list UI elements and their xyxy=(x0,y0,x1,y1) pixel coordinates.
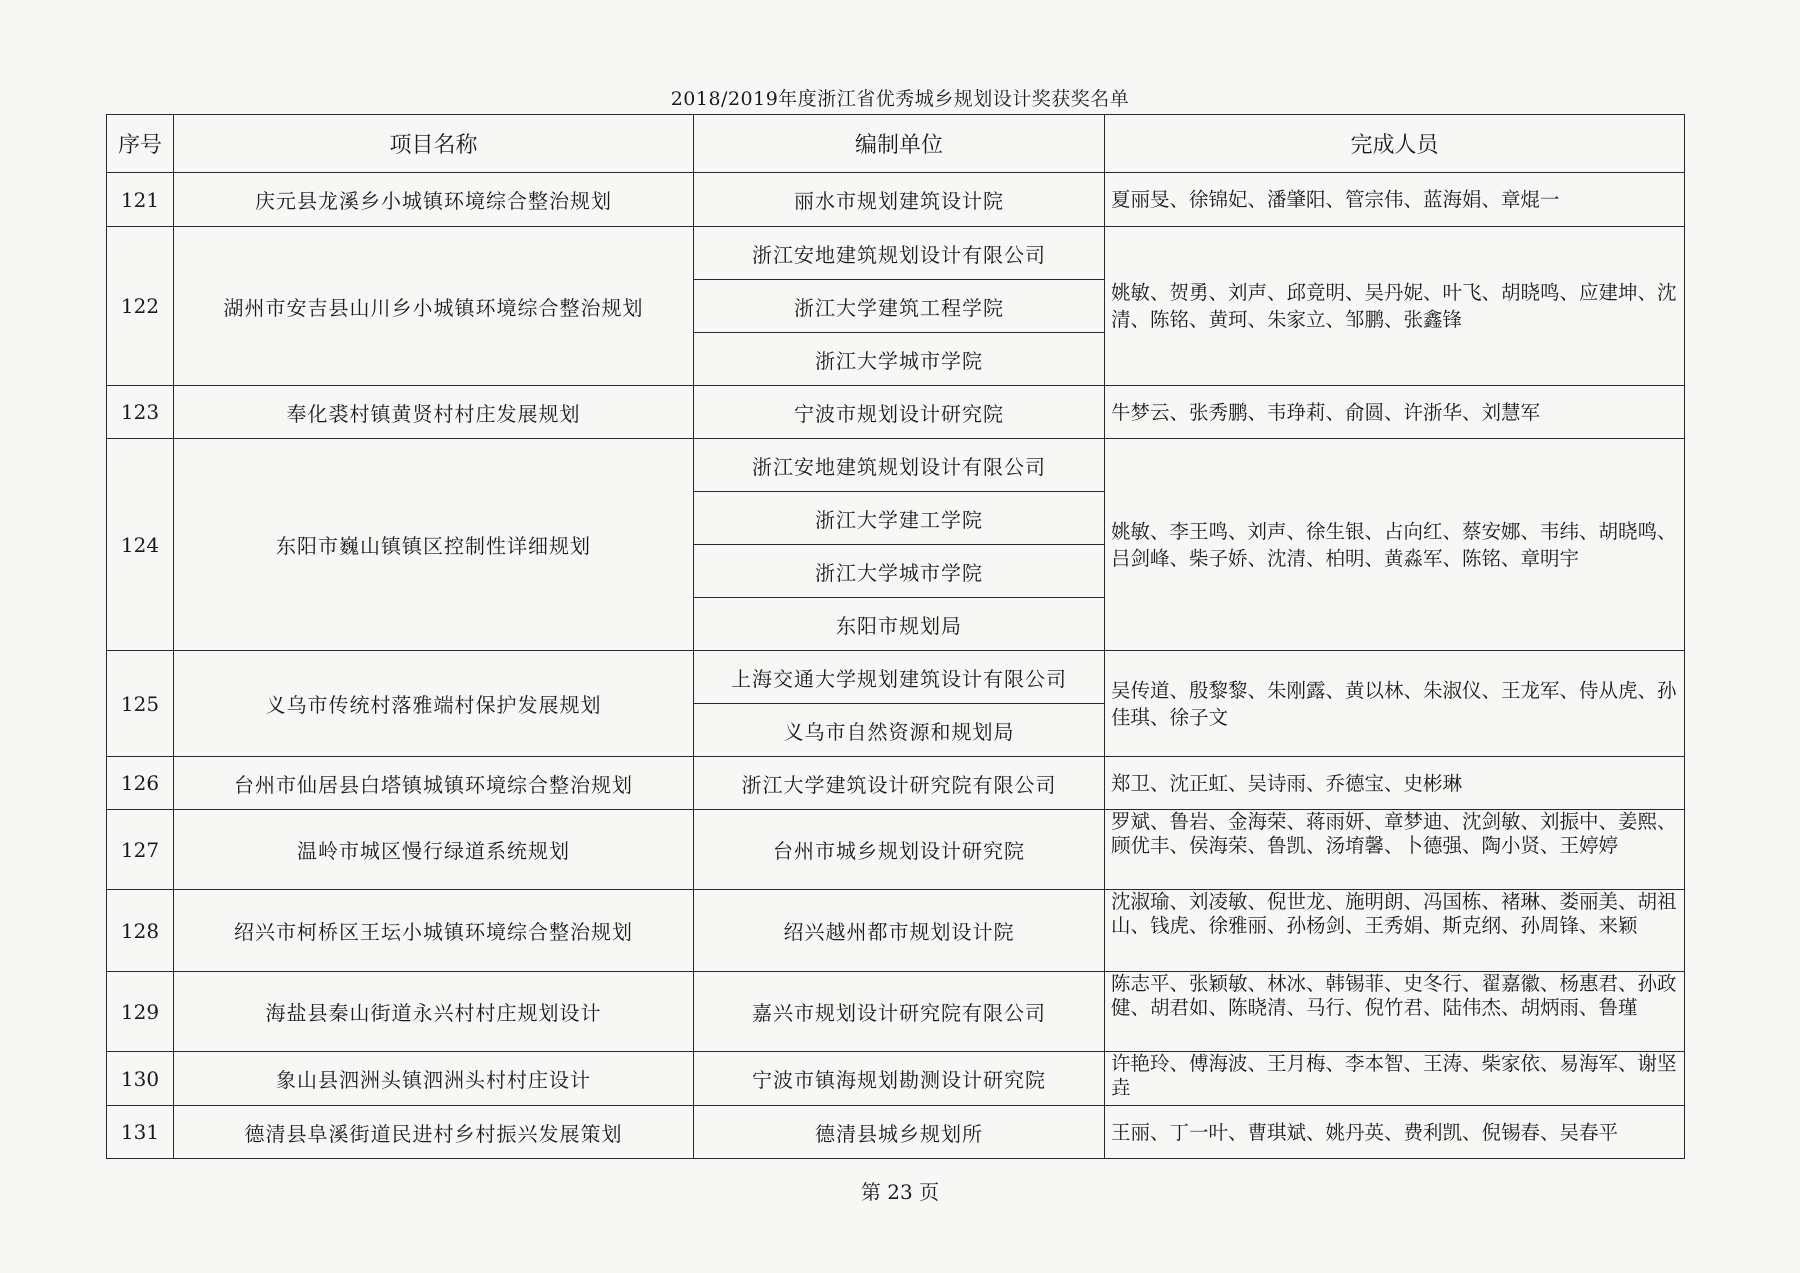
row-no: 126 xyxy=(107,757,174,810)
header-no: 序号 xyxy=(107,115,174,173)
table-row xyxy=(107,227,1685,280)
row-people: 姚敏、李王鸣、刘声、徐生银、占向红、蔡安娜、韦纬、胡晓鸣、吕剑峰、柴子娇、沈清、柏明、黄淼军、陈铭、章明宇 xyxy=(1105,439,1685,651)
row-org: 宁波市规划设计研究院 xyxy=(694,386,1105,439)
row-project: 海盐县秦山街道永兴村村庄规划设计 xyxy=(174,972,694,1052)
row-project: 奉化裘村镇黄贤村村庄发展规划 xyxy=(174,386,694,439)
table-row xyxy=(107,386,1685,439)
table-row xyxy=(107,1052,1685,1106)
row-people: 罗斌、鲁岩、金海荣、蒋雨妍、章梦迪、沈剑敏、刘振中、姜熙、顾优丰、侯海荣、鲁凯、汤堉馨、卜德强、陶小贤、王婷婷 xyxy=(1105,810,1685,890)
row-org: 浙江大学城市学院 xyxy=(694,333,1105,386)
row-people: 吴传道、殷黎黎、朱刚露、黄以林、朱淑仪、王龙军、侍从虎、孙佳琪、徐子文 xyxy=(1105,651,1685,757)
row-project: 湖州市安吉县山川乡小城镇环境综合整治规划 xyxy=(174,227,694,386)
row-no: 125 xyxy=(107,651,174,757)
table-row xyxy=(107,439,1685,492)
row-no: 130 xyxy=(107,1052,174,1106)
row-project: 东阳市巍山镇镇区控制性详细规划 xyxy=(174,439,694,651)
document-title: 2018/2019年度浙江省优秀城乡规划设计奖获奖名单 xyxy=(670,88,1130,110)
row-org: 台州市城乡规划设计研究院 xyxy=(694,810,1105,890)
row-org: 浙江安地建筑规划设计有限公司 xyxy=(694,227,1105,280)
table-row xyxy=(107,810,1685,890)
row-org: 宁波市镇海规划勘测设计研究院 xyxy=(694,1052,1105,1106)
row-project: 义乌市传统村落雅端村保护发展规划 xyxy=(174,651,694,757)
table-row xyxy=(107,890,1685,972)
row-project: 庆元县龙溪乡小城镇环境综合整治规划 xyxy=(174,173,694,227)
row-org: 浙江大学建工学院 xyxy=(694,492,1105,545)
row-org: 丽水市规划建筑设计院 xyxy=(694,173,1105,227)
row-no: 131 xyxy=(107,1106,174,1159)
table-row xyxy=(107,757,1685,810)
row-project: 德清县阜溪街道民进村乡村振兴发展策划 xyxy=(174,1106,694,1159)
row-org: 浙江大学建筑设计研究院有限公司 xyxy=(694,757,1105,810)
row-no: 123 xyxy=(107,386,174,439)
row-project: 温岭市城区慢行绿道系统规划 xyxy=(174,810,694,890)
row-org: 浙江大学建筑工程学院 xyxy=(694,280,1105,333)
row-org: 义乌市自然资源和规划局 xyxy=(694,704,1105,757)
row-project: 象山县泗洲头镇泗洲头村村庄设计 xyxy=(174,1052,694,1106)
row-people: 姚敏、贺勇、刘声、邱竟明、吴丹妮、叶飞、胡晓鸣、应建坤、沈清、陈铭、黄珂、朱家立、邹鹏、张鑫锋 xyxy=(1105,227,1685,386)
row-people: 夏丽旻、徐锦妃、潘肇阳、管宗伟、蓝海娟、章焜一 xyxy=(1105,173,1685,227)
row-no: 129 xyxy=(107,972,174,1052)
header-org: 编制单位 xyxy=(694,115,1105,173)
row-org: 浙江安地建筑规划设计有限公司 xyxy=(694,439,1105,492)
awards-table xyxy=(106,114,1685,1159)
table-row xyxy=(107,651,1685,704)
table-row xyxy=(107,1106,1685,1159)
table-row xyxy=(107,972,1685,1052)
row-no: 128 xyxy=(107,890,174,972)
table-row xyxy=(107,173,1685,227)
row-no: 122 xyxy=(107,227,174,386)
row-org: 嘉兴市规划设计研究院有限公司 xyxy=(694,972,1105,1052)
row-people: 许艳玲、傅海波、王月梅、李本智、王涛、柴家依、易海军、谢坚垚 xyxy=(1105,1052,1685,1106)
row-people: 牛梦云、张秀鹏、韦琤莉、俞圆、许浙华、刘慧军 xyxy=(1105,386,1685,439)
table-header-row xyxy=(107,115,1685,173)
row-org: 上海交通大学规划建筑设计有限公司 xyxy=(694,651,1105,704)
row-people: 王丽、丁一叶、曹琪斌、姚丹英、费利凯、倪锡春、吴春平 xyxy=(1105,1106,1685,1159)
row-org: 东阳市规划局 xyxy=(694,598,1105,651)
row-no: 121 xyxy=(107,173,174,227)
page-number: 第 23 页 xyxy=(860,1180,940,1204)
row-people: 郑卫、沈正虹、吴诗雨、乔德宝、史彬琳 xyxy=(1105,757,1685,810)
row-project: 台州市仙居县白塔镇城镇环境综合整治规划 xyxy=(174,757,694,810)
row-people: 沈淑瑜、刘凌敏、倪世龙、施明朗、冯国栋、褚琳、娄丽美、胡祖山、钱虎、徐雅丽、孙杨剑、王秀娟、斯克纲、孙周锋、来颖 xyxy=(1105,890,1685,972)
header-people: 完成人员 xyxy=(1105,115,1685,173)
row-project: 绍兴市柯桥区王坛小城镇环境综合整治规划 xyxy=(174,890,694,972)
row-people: 陈志平、张颖敏、林冰、韩锡菲、史冬行、翟嘉徽、杨惠君、孙政健、胡君如、陈晓清、马行、倪竹君、陆伟杰、胡炳雨、鲁瑾 xyxy=(1105,972,1685,1052)
row-no: 127 xyxy=(107,810,174,890)
row-org: 德清县城乡规划所 xyxy=(694,1106,1105,1159)
row-no: 124 xyxy=(107,439,174,651)
row-org: 绍兴越州都市规划设计院 xyxy=(694,890,1105,972)
header-project: 项目名称 xyxy=(174,115,694,173)
row-org: 浙江大学城市学院 xyxy=(694,545,1105,598)
